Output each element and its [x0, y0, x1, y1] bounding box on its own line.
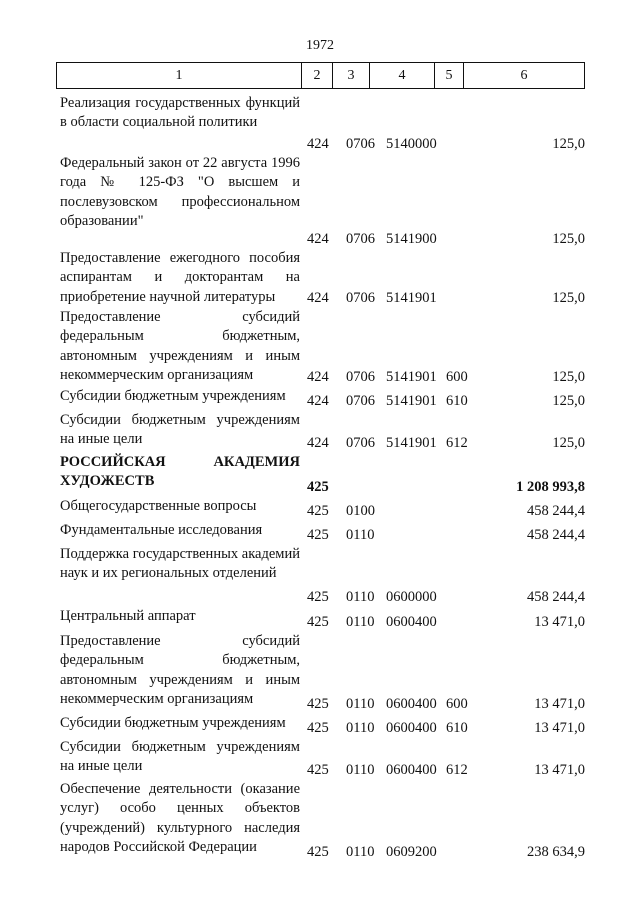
column-header-4: 4 — [370, 63, 435, 89]
row-col5: 612 — [446, 434, 468, 451]
table-row — [0, 497, 640, 521]
column-header-row — [57, 63, 585, 89]
row-col4: 0609200 — [386, 843, 437, 860]
row-col3: 0110 — [346, 588, 375, 605]
row-col4: 0600400 — [386, 719, 437, 736]
column-header-2: 2 — [302, 63, 333, 89]
budget-rows — [0, 94, 640, 862]
row-col3: 0706 — [346, 368, 375, 385]
row-col2: 424 — [307, 392, 329, 409]
row-name: Федеральный закон от 22 августа 1996 года № 125-ФЗ "О высшем и послевузовском профессиональном образовании" — [60, 155, 300, 229]
row-col2: 425 — [307, 695, 329, 712]
table-row — [0, 154, 640, 249]
row-col3: 0110 — [346, 695, 375, 712]
table-row — [0, 607, 640, 632]
column-header-1: 1 — [57, 63, 302, 89]
row-col6: 125,0 — [552, 368, 585, 385]
row-col2: 425 — [307, 588, 329, 605]
row-col3: 0706 — [346, 230, 375, 247]
row-col2: 424 — [307, 135, 329, 152]
row-col6: 125,0 — [552, 392, 585, 409]
row-col3: 0110 — [346, 761, 375, 778]
row-col2: 425 — [307, 502, 329, 519]
row-name: Предоставление субсидий федеральным бюджетным, автономным учреждениям и иным некоммерческим организациям — [60, 309, 300, 383]
row-col3: 0110 — [346, 613, 375, 630]
table-row — [0, 249, 640, 308]
row-col6: 13 471,0 — [534, 695, 585, 712]
row-col6: 13 471,0 — [534, 613, 585, 630]
row-col3: 0706 — [346, 392, 375, 409]
row-col3: 0110 — [346, 719, 375, 736]
row-name: Субсидии бюджетным учреждениям — [60, 715, 286, 731]
row-col6: 125,0 — [552, 289, 585, 306]
row-col5: 612 — [446, 761, 468, 778]
row-col4: 5141901 — [386, 392, 437, 409]
row-name: Субсидии бюджетным учреждениям на иные цели — [60, 412, 300, 448]
row-col5: 600 — [446, 368, 468, 385]
row-name: Обеспечение деятельности (оказание услуг) особо ценных объектов (учреждений) культурного наследия народов Российской Федерации — [60, 781, 300, 855]
table-row — [0, 545, 640, 607]
table-row — [0, 780, 640, 862]
row-col2: 424 — [307, 368, 329, 385]
row-col2: 424 — [307, 289, 329, 306]
row-name: РОССИЙСКАЯ АКАДЕМИЯ ХУДОЖЕСТВ — [60, 454, 300, 490]
row-name: Субсидии бюджетным учреждениям — [60, 388, 286, 404]
row-name: Предоставление ежегодного пособия аспирантам и докторантам на приобретение научной литературы — [60, 250, 300, 305]
row-name: Предоставление субсидий федеральным бюджетным, автономным учреждениям и иным некоммерческим организациям — [60, 633, 300, 707]
row-col2: 425 — [307, 761, 329, 778]
row-col3: 0100 — [346, 502, 375, 519]
row-col4: 0600400 — [386, 761, 437, 778]
column-header-5: 5 — [435, 63, 464, 89]
row-col4: 0600400 — [386, 695, 437, 712]
row-col5: 600 — [446, 695, 468, 712]
row-col2: 425 — [307, 526, 329, 543]
row-name: Реализация государственных функций в области социальной политики — [60, 95, 300, 131]
row-col5: 610 — [446, 719, 468, 736]
row-col4: 5141901 — [386, 434, 437, 451]
column-header-table — [56, 62, 585, 89]
row-col3: 0706 — [346, 289, 375, 306]
row-col4: 5141901 — [386, 289, 437, 306]
row-name: Поддержка государственных академий наук и их региональных отделений — [60, 546, 300, 582]
table-row — [0, 738, 640, 780]
row-col4: 0600400 — [386, 613, 437, 630]
row-col3: 0110 — [346, 526, 375, 543]
row-col2: 425 — [307, 478, 329, 495]
row-col6: 238 634,9 — [527, 843, 585, 860]
row-col5: 610 — [446, 392, 468, 409]
table-row — [0, 714, 640, 738]
row-col3: 0706 — [346, 434, 375, 451]
row-col3: 0110 — [346, 843, 375, 860]
row-col6: 458 244,4 — [527, 588, 585, 605]
row-col4: 0600000 — [386, 588, 437, 605]
row-name: Субсидии бюджетным учреждениям на иные цели — [60, 739, 300, 775]
row-col6: 458 244,4 — [527, 502, 585, 519]
table-row — [0, 411, 640, 453]
row-name: Общегосударственные вопросы — [60, 498, 257, 514]
row-name: Фундаментальные исследования — [60, 522, 263, 538]
row-col6: 458 244,4 — [527, 526, 585, 543]
row-col6: 125,0 — [552, 230, 585, 247]
row-col6: 125,0 — [552, 135, 585, 152]
row-col2: 424 — [307, 230, 329, 247]
row-col6: 125,0 — [552, 434, 585, 451]
table-row — [0, 94, 640, 154]
row-col2: 425 — [307, 613, 329, 630]
table-row — [0, 521, 640, 545]
row-name: Центральный аппарат — [60, 608, 196, 624]
page-number: 1972 — [306, 38, 334, 53]
row-col4: 5141900 — [386, 230, 437, 247]
row-col3: 0706 — [346, 135, 375, 152]
row-col6: 13 471,0 — [534, 761, 585, 778]
row-col2: 424 — [307, 434, 329, 451]
table-row — [0, 308, 640, 387]
row-col2: 425 — [307, 719, 329, 736]
row-col4: 5141901 — [386, 368, 437, 385]
table-row-section-heading — [0, 453, 640, 497]
row-col6: 1 208 993,8 — [516, 478, 585, 495]
row-col2: 425 — [307, 843, 329, 860]
column-header-6: 6 — [464, 63, 585, 89]
table-row — [0, 632, 640, 714]
row-col6: 13 471,0 — [534, 719, 585, 736]
table-row — [0, 387, 640, 411]
column-header-3: 3 — [333, 63, 370, 89]
row-col4: 5140000 — [386, 135, 437, 152]
